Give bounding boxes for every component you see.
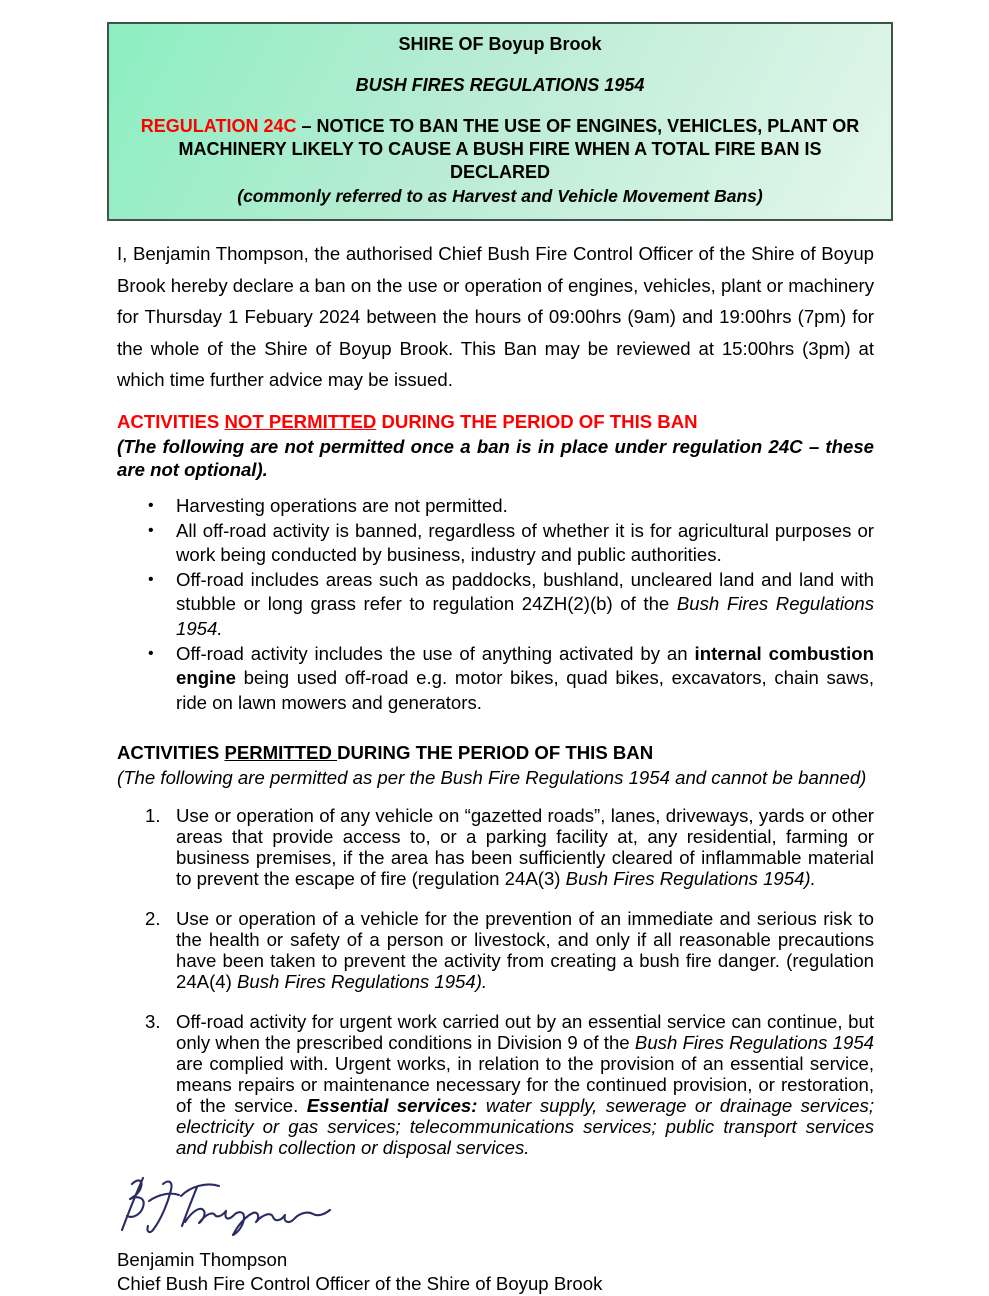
item-text: Off-road activity for urgent work carried out by an essential service can continue, but only when the prescribed conditions in Division 9 of the [176, 1011, 874, 1054]
header-spacer [135, 56, 865, 74]
bullet-text-italic: Bush Fires Regulations 1954. [176, 593, 874, 639]
bullet-marker: • [148, 570, 154, 588]
notice-header-box [107, 22, 893, 221]
heading-text: DURING THE PERIOD OF THIS BAN [337, 742, 654, 764]
declaration-paragraph: I, Benjamin Thompson, the authorised Chief Bush Fire Control Officer of the Shire of Boyup Brook hereby declare a ban on the use or operation of engines, vehicles, plant or machinery for Thursday 1 Febuary 2024 between the hours of 09:00hrs (9am) and 19:00hrs (7pm) for the whole of the Shire of Boyup Brook. This Ban may be reviewed at 15:00hrs (3pm) at which time further advice may be issued. [117, 243, 874, 391]
not-permitted-note: (The following are not permitted once a ban is in place under regulation 24C – these are not optional). [117, 435, 874, 481]
numbered-item [117, 1011, 874, 1158]
signatory-title: Chief Bush Fire Control Officer of the Shire of Boyup Brook [117, 1273, 603, 1295]
item-text: Use or operation of any vehicle on “gazetted roads”, lanes, driveways, yards or other areas that provide access to, or a parking facility at, any residential, farming or business premises, if the area has been sufficiently cleared of inflammable material to prevent the escape of fire (regulation 24A(3) [176, 805, 874, 890]
item-number: 1. [145, 805, 161, 827]
bullet-marker: • [148, 496, 154, 514]
bullet-text: being used off-road e.g. motor bikes, quad bikes, excavators, chain saws, ride on lawn mowers and generators. [176, 667, 874, 713]
regulation-heading [135, 115, 865, 184]
item-text: are complied with. Urgent works, in relation to the provision of an essential service, means repairs or maintenance necessary for the continued provision, or restoration, of the service. [176, 1053, 874, 1117]
signature-block [119, 1170, 874, 1236]
heading-text: DURING THE PERIOD OF THIS BAN [376, 410, 698, 432]
permitted-note: (The following are permitted as per the Bush Fire Regulations 1954 and cannot be banned) [117, 767, 867, 789]
item-number: 2. [145, 908, 161, 930]
item-text-bold-italic: Essential services: [306, 1095, 478, 1117]
numbered-item [117, 908, 874, 992]
bullet-text-bold: internal combustion engine [176, 642, 874, 689]
item-text-italic: Bush Fires Regulations 1954 [634, 1032, 874, 1054]
item-text-italic: Bush Fires Regulations 1954). [565, 868, 816, 890]
regulation-number: REGULATION 24C [140, 116, 297, 136]
bullet-text: Harvesting operations are not permitted. [176, 494, 508, 516]
not-permitted-heading [117, 410, 874, 433]
heading-underlined-text: PERMITTED [224, 742, 338, 764]
header-subtitle: (commonly referred to as Harvest and Vehicle Movement Bans) [237, 186, 763, 206]
bullet-item [117, 568, 874, 642]
bullet-text: All off-road activity is banned, regardless of whether it is for agricultural purposes or work being conducted by business, industry and public authorities. [176, 519, 874, 566]
numbered-item [117, 805, 874, 889]
signatory-name: Benjamin Thompson [117, 1249, 288, 1271]
item-text-italic: Bush Fires Regulations 1954). [236, 971, 488, 993]
regulation-heading-rest: – NOTICE TO BAN THE USE OF ENGINES, VEHICLES, PLANT OR MACHINERY LIKELY TO CAUSE A BUSH FIRE WHEN A TOTAL FIRE BAN IS DECLARED [178, 116, 860, 182]
permitted-numbered-list [117, 805, 874, 1158]
bullet-text: Off-road activity includes the use of anything activated by an [176, 642, 695, 664]
act-title: BUSH FIRES REGULATIONS 1954 [355, 75, 645, 95]
heading-text: ACTIVITIES [117, 742, 225, 764]
bullet-item [117, 519, 874, 568]
bullet-marker: • [148, 521, 154, 539]
heading-underlined-text: NOT PERMITTED [224, 410, 377, 432]
handwritten-signature-image [119, 1170, 334, 1236]
permitted-heading [117, 741, 874, 764]
heading-text: ACTIVITIES [117, 410, 225, 432]
header-spacer [135, 97, 865, 115]
bullet-item [117, 494, 874, 519]
item-number: 3. [145, 1011, 161, 1033]
item-text: Use or operation of a vehicle for the prevention of an immediate and serious risk to the health or safety of a person or livestock, and only if all reasonable precautions have been taken to prevent the activity from creating a bush fire danger. (regulation 24A(4) [176, 908, 874, 993]
bullet-marker: • [148, 644, 154, 662]
bullet-text: Off-road includes areas such as paddocks, bushland, uncleared land and land with stubble or long grass refer to regulation 24ZH(2)(b) of the [176, 568, 874, 615]
shire-title: SHIRE OF Boyup Brook [398, 34, 602, 54]
bullet-item [117, 642, 874, 716]
not-permitted-bullet-list [117, 494, 874, 715]
item-text-italic: water supply, sewerage or drainage services; electricity or gas services; telecommunications services; public transport services and rubbish collection or disposal services. [176, 1095, 874, 1159]
